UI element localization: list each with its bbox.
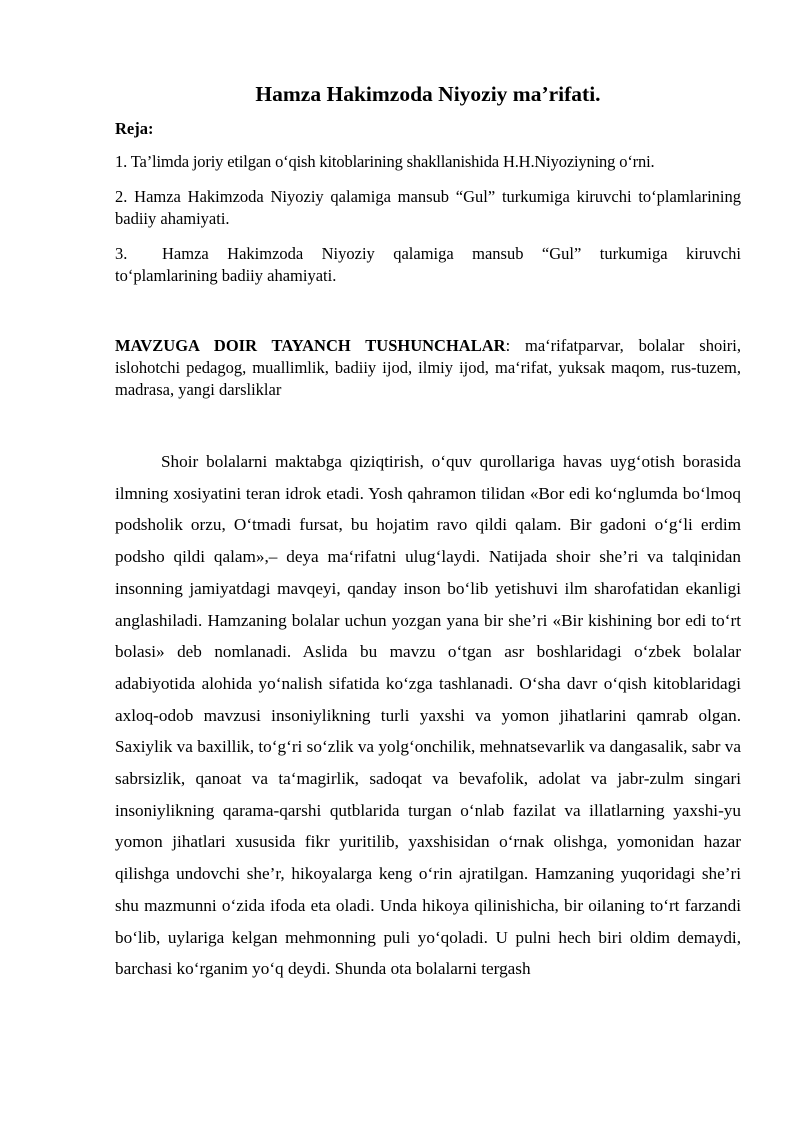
plan-item-2 — [115, 186, 741, 230]
plan-item-text: Ta’limda joriy etilgan o‘qish kitoblarining shakllanishida H.H.Niyoziyning o‘rni. — [130, 152, 655, 171]
plan-item-3 — [115, 243, 741, 287]
plan-item-1 — [115, 151, 741, 173]
document-title: Hamza Hakimzoda Niyoziy ma’rifati. — [255, 82, 601, 106]
plan-item-number: 2. — [115, 187, 128, 206]
plan-item-number: 1. — [115, 152, 128, 171]
plan-item-text: Hamza Hakimzoda Niyoziy qalamiga mansub “Gul” turkumiga kiruvchi to‘plamlarining badiiy ahamiyati. — [115, 187, 741, 228]
body-paragraph: Shoir bolalarni maktabga qiziqtirish, o‘quv qurollariga havas uyg‘otish borasida ilmning xosiyatini teran idrok etadi. Yosh qahramon tilidan «Bor edi ko‘nglumda bo‘lmoq podsholik orzu, O‘tmadi fursat, bu hojatim ravo qildi qalam. Bir gadoni o‘g‘li erdim podsho qildi qalam»,– deya ma‘rifatni ulug‘laydi. Natijada shoir she’ri va talqinidan insonning jamiyatdagi mavqeyi, qanday inson bo‘lib yetishuvi ilm sharofatidan ekanligi anglashiladi. Hamzaning bolalar uchun yozgan yana bir she’ri «Bir kishining bor edi to‘rt bolasi» deb nomlanadi. Aslida bu mavzu o‘tgan asr boshlaridagi o‘zbek bolalar adabiyotida alohida yo‘nalish sifatida ko‘zga tashlanadi. O‘sha davr o‘qish kitoblaridagi axloq-odob mavzusi insoniylikning turli yaxshi va yomon jihatlarini qamrab olgan. Saxiylik va baxillik, to‘g‘ri so‘zlik va yolg‘onchilik, mehnatsevarlik va dangasalik, sabr va sabrsizlik, qanoat va ta‘magirlik, sadoqat va bevafolik, adolat va jabr-zulm singari insoniylikning qarama-qarshi qutblarida turgan o‘nlab fazilat va illatlarning yaxshi-yu yomon jihatlari xususida fikr yuritilib, yaxshisidan o‘rnak olishga, yomonidan hazar qilishga undovchi she’r, hikoyalarga keng o‘rin ajratilgan. Hamzaning yuqoridagi she’ri shu mazmunni o‘zida ifoda eta oladi. Unda hikoya qilinishicha, bir oilaning to‘rt farzandi bo‘lib, uylariga kelgan mehmonning puli yo‘qoladi. U pulni hech biri oldim demaydi, barchasi ko‘rganim yo‘q deydi. Shunda ota bolalarni tergash — [115, 452, 741, 979]
plan-heading: Reja: — [115, 119, 154, 138]
key-concepts-list: : ma‘rifatparvar, bolalar shoiri, islohotchi pedagog, muallimlik, badiiy ijod, ilmiy ijod, ma‘rifat, yuksak maqom, rus-tuzem, madrasa, yangi darsliklar — [115, 336, 741, 399]
key-concepts — [115, 335, 741, 401]
key-concepts-heading: MAVZUGA DOIR TAYANCH TUSHUNCHALAR — [115, 336, 506, 355]
plan-item-number: 3. — [115, 244, 128, 263]
plan-item-text: Hamza Hakimzoda Niyoziy qalamiga mansub “Gul” turkumiga kiruvchi to‘plamlarining badiiy ahamiyati. — [115, 244, 741, 285]
